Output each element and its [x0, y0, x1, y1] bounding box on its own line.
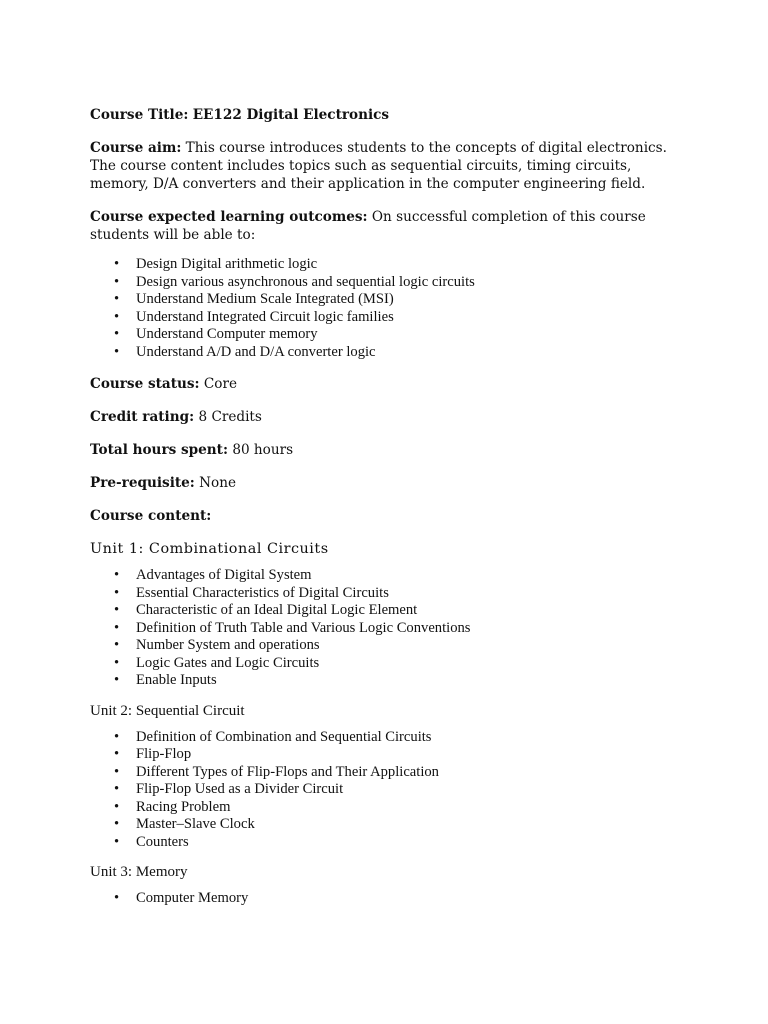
- learning-outcomes-intro: On successful completion of this course students will be able to:: [90, 209, 646, 243]
- course-aim-label: Course aim:: [90, 140, 182, 156]
- bullet-icon: •: [114, 654, 120, 671]
- list-item: • Number System and operations: [114, 637, 320, 653]
- bullet-icon: •: [114, 273, 120, 290]
- bullet-icon: •: [114, 584, 120, 601]
- course-title-value: EE122 Digital Electronics: [192, 107, 390, 123]
- list-item: • Flip-Flop: [114, 746, 192, 762]
- bullet-icon: •: [114, 619, 120, 636]
- bullet-icon: •: [114, 343, 120, 360]
- bullet-icon: •: [114, 781, 120, 797]
- bullet-icon: •: [114, 567, 120, 583]
- prerequisite-value: None: [199, 475, 237, 491]
- course-status-value: Core: [203, 376, 238, 392]
- total-hours-value: 80 hours: [232, 442, 294, 458]
- unit-1-heading: Unit 1: Combinational Circuits: [90, 541, 329, 557]
- bullet-icon: •: [114, 890, 120, 906]
- bullet-icon: •: [114, 602, 120, 618]
- bullet-icon: •: [114, 816, 120, 832]
- list-item: • Racing Problem: [114, 798, 231, 815]
- total-hours-line: [90, 441, 690, 459]
- list-item: • Different Types of Flip-Flops and Their Application: [114, 763, 439, 780]
- unit-1-list: [90, 567, 690, 690]
- list-item: • Master–Slave Clock: [114, 816, 255, 832]
- list-item: • Counters: [114, 833, 189, 850]
- list-item: • Advantages of Digital System: [114, 567, 312, 583]
- bullet-icon: •: [114, 672, 120, 688]
- credit-rating-label: Credit rating:: [90, 409, 195, 425]
- bullet-icon: •: [114, 308, 120, 325]
- unit-3-heading: Unit 3: Memory: [90, 864, 188, 880]
- list-item: • Design various asynchronous and sequential logic circuits: [114, 273, 475, 290]
- bullet-icon: •: [114, 763, 120, 780]
- unit-2-heading: Unit 2: Sequential Circuit: [90, 702, 245, 719]
- course-aim-paragraph: [90, 139, 690, 193]
- prerequisite-line: [90, 474, 690, 492]
- prerequisite-label: Pre-requisite:: [90, 475, 195, 491]
- course-title-line: [90, 106, 690, 124]
- bullet-icon: •: [114, 291, 120, 307]
- list-item: • Logic Gates and Logic Circuits: [114, 654, 320, 671]
- list-item: • Design Digital arithmetic logic: [114, 256, 318, 272]
- list-item: • Definition of Combination and Sequential Circuits: [114, 728, 432, 745]
- list-item: • Enable Inputs: [114, 672, 217, 688]
- bullet-icon: •: [114, 728, 120, 745]
- list-item: • Definition of Truth Table and Various Logic Conventions: [114, 619, 471, 636]
- course-aim-text: This course introduces students to the concepts of digital electronics. The course content includes topics such as sequential circuits, timing circuits, memory, D/A converters and their application in the computer engineering field.: [90, 140, 667, 192]
- list-item: • Computer Memory: [114, 890, 249, 906]
- bullet-icon: •: [114, 798, 120, 815]
- learning-outcomes-paragraph: [90, 208, 690, 244]
- course-content-line: [90, 507, 690, 525]
- total-hours-label: Total hours spent:: [90, 442, 228, 458]
- list-item: • Understand A/D and D/A converter logic: [114, 343, 376, 360]
- credit-rating-value: 8 Credits: [198, 409, 262, 425]
- list-item: • Characteristic of an Ideal Digital Logic Element: [114, 602, 418, 618]
- list-item: • Understand Medium Scale Integrated (MSI): [114, 291, 394, 307]
- bullet-icon: •: [114, 833, 120, 850]
- learning-outcomes-label: Course expected learning outcomes:: [90, 209, 368, 225]
- bullet-icon: •: [114, 326, 120, 342]
- course-content-label: Course content:: [90, 508, 212, 524]
- bullet-icon: •: [114, 637, 120, 653]
- bullet-icon: •: [114, 746, 120, 762]
- list-item: • Understand Computer memory: [114, 326, 318, 342]
- list-item: • Essential Characteristics of Digital Circuits: [114, 584, 389, 601]
- course-status-label: Course status:: [90, 376, 200, 392]
- course-title-label: Course Title:: [90, 107, 189, 123]
- document-page: [90, 106, 690, 920]
- list-item: • Understand Integrated Circuit logic families: [114, 308, 394, 325]
- course-status-line: [90, 375, 690, 393]
- unit-2-list: [90, 729, 690, 852]
- unit-3-list: [90, 890, 690, 908]
- bullet-icon: •: [114, 256, 120, 272]
- learning-outcomes-list: [90, 256, 690, 361]
- credit-rating-line: [90, 408, 690, 426]
- list-item: • Flip-Flop Used as a Divider Circuit: [114, 781, 344, 797]
